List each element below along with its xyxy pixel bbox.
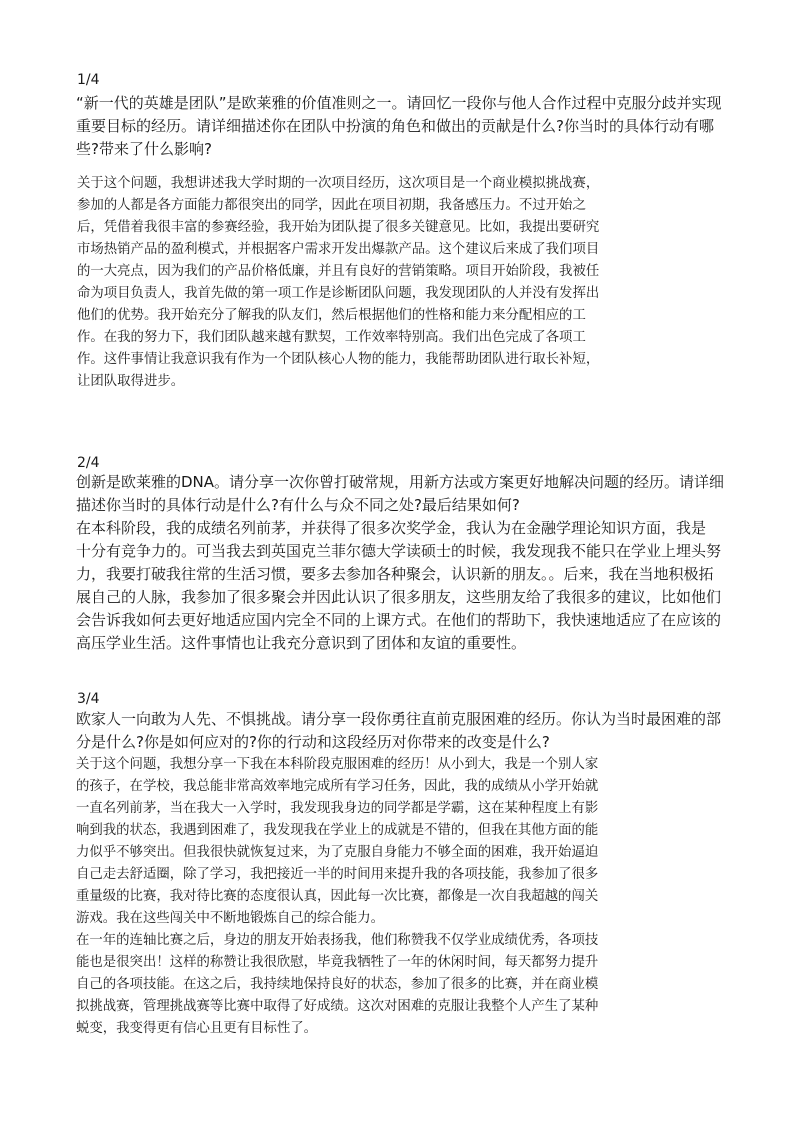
answer-line: 后，凭借着我很丰富的参赛经验，我开始为团队提了很多关键意见。比如，我提出要研究: [77, 220, 600, 235]
answer-line: 在本科阶段，我的成绩名列前茅，并获得了很多次奖学金，我认为在金融学理论知识方面，我是: [76, 519, 707, 537]
answer-line: 命为项目负责人，我首先做的第一项工作是诊断团队问题，我发现团队的人并没有发挥出: [77, 286, 600, 301]
answer-line: 在一年的连轴比赛之后，身边的朋友开始表扬我，他们称赞我不仅学业成绩优秀，各项技: [76, 933, 599, 948]
answer-line: 的一大亮点，因为我们的产品价格低廉，并且有良好的营销策略。项目开始阶段，我被任: [77, 264, 600, 279]
question-line: “新一代的英雄是团队”是欧莱雅的价值准则之一。请回忆一段你与他人合作过程中克服分歧并实现: [76, 94, 722, 112]
answer-line: 能也是很突出！这样的称赞让我很欣慰，毕竟我牺牲了一年的休闲时间，每天都努力提升: [76, 955, 599, 970]
answer-line: 拟挑战赛，管理挑战赛等比赛中取得了好成绩。这次对困难的克服让我整个人产生了某种: [76, 999, 599, 1014]
answer-line: 作。这件事情让我意识我有作为一个团队核心人物的能力，我能帮助团队进行取长补短，: [77, 352, 600, 367]
answer-line: 自己走去舒适圈，除了学习，我把接近一半的时间用来提升我的各项技能，我参加了很多: [76, 867, 599, 882]
answer-line: 力似乎不够突出。但我很快就恢复过来，为了克服自身能力不够全面的困难，我开始逼迫: [76, 845, 599, 860]
answer-line: 他们的优势。我开始充分了解我的队友们，然后根据他们的性格和能力来分配相应的工: [77, 308, 586, 323]
answer-line: 重量级的比赛，我对待比赛的态度很认真，因此每一次比赛，都像是一次自我超越的闯关: [76, 889, 599, 904]
answer-line: 关于这个问题，我想讲述我大学时期的一次项目经历，这次项目是一个商业模拟挑战赛，: [77, 176, 600, 191]
section-number: 3/4: [77, 691, 100, 707]
answer-line: 一直名列前茅，当在我大一入学时，我发现我身边的同学都是学霸，这在某种程度上有影: [76, 801, 599, 816]
answer-line: 自己的各项技能。在这之后，我持续地保持良好的状态，参加了很多的比赛，并在商业模: [76, 977, 599, 992]
question-line: 分是什么?你是如何应对的?你的行动和这段经历对你带来的改变是什么?: [76, 733, 550, 751]
answer-line: 高压学业生活。这件事情也让我充分意识到了团体和友谊的重要性。: [76, 634, 527, 652]
question-line: 描述你当时的具体行动是什么?有什么与众不同之处?最后结果如何?: [76, 496, 520, 514]
answer-line: 力，我要打破我往常的生活习惯，要多去参加各种聚会，认识新的朋友。。后来，我在当地积极拓: [76, 565, 714, 583]
answer-line: 会告诉我如何去更好地适应国内完全不同的上课方式。在他们的帮助下，我快速地适应了在应该的: [76, 611, 722, 629]
answer-line: 作。在我的努力下，我们团队越来越有默契，工作效率特别高。我们出色完成了各项工: [77, 330, 586, 345]
answer-line: 的孩子，在学校，我总能非常高效率地完成所有学习任务，因此，我的成绩从小学开始就: [76, 779, 599, 794]
answer-line: 市场热销产品的盈利模式，并根据客户需求开发出爆款产品。这个建议后来成了我们项目: [77, 242, 600, 257]
answer-line: 游戏。我在这些闯关中不断地锻炼自己的综合能力。: [76, 911, 384, 926]
section-number: 2/4: [77, 455, 100, 471]
question-line: 创新是欧莱雅的DNA。请分享一次你曾打破常规，用新方法或方案更好地解决问题的经历。请详细: [76, 473, 725, 491]
answer-line: 让团队取得进步。: [77, 374, 185, 389]
question-line: 些?带来了什么影响?: [76, 140, 212, 158]
answer-line: 关于这个问题，我想分享一下我在本科阶段克服困难的经历！从小到大，我是一个别人家: [76, 757, 599, 772]
answer-line: 响到我的状态，我遇到困难了，我发现我在学业上的成就是不错的，但我在其他方面的能: [76, 823, 599, 838]
answer-line: 参加的人都是各方面能力都很突出的同学，因此在项目初期，我备感压力。不过开始之: [77, 198, 586, 213]
question-line: 重要目标的经历。请详细描述你在团队中扮演的角色和做出的贡献是什么?你当时的具体行动有哪: [76, 117, 714, 135]
answer-line: 展自己的人脉，我参加了很多聚会并因此认识了很多朋友，这些朋友给了我很多的建议，比如他们: [76, 588, 722, 606]
question-line: 欧家人一向敢为人先、不惧挑战。请分享一段你勇往直前克服困难的经历。你认为当时最困难的部: [76, 710, 722, 728]
answer-line: 蜕变，我变得更有信心且更有目标性了。: [76, 1021, 318, 1036]
answer-line: 十分有竞争力的。可当我去到英国克兰菲尔德大学读硕士的时候，我发现我不能只在学业上埋头努: [76, 542, 722, 560]
section-number: 1/4: [77, 72, 100, 88]
